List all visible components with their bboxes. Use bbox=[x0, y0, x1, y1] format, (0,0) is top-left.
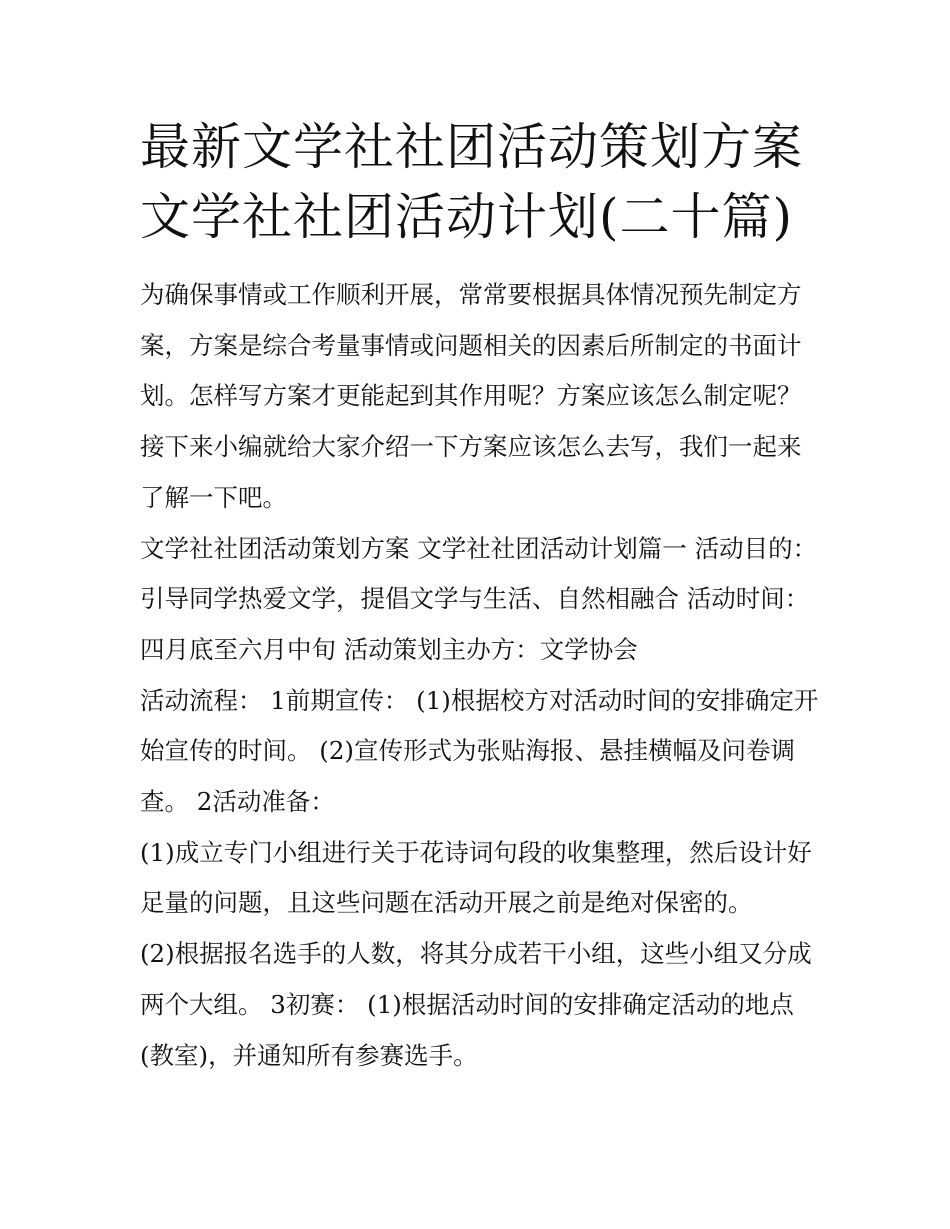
paragraph-intro: 为确保事情或工作顺利开展，常常要根据具体情况预先制定方案，方案是综合考量事情或问题相关的因素后所制定的书面计划。怎样写方案才更能起到其作用呢？方案应该怎么制定呢？接下来小编就给大家介绍一下方案应该怎么去写，我们一起来了解一下吧。 bbox=[140, 280, 802, 512]
paragraph-process: 活动流程： 1前期宣传： (1)根据校方对活动时间的安排确定开始宣传的时间。 (2)宣传形式为张贴海报、悬挂横幅及问卷调查。 2活动准备： bbox=[140, 685, 819, 817]
title-line-1: 最新文学社社团活动策划方案 bbox=[140, 118, 803, 176]
paragraph-preparation-2: (2)根据报名选手的人数，将其分成若干小组，这些小组又分成两个大组。 3初赛： (1)根据活动时间的安排确定活动的地点(教室)，并通知所有参赛选手。 bbox=[140, 939, 812, 1070]
paragraph-preparation-1: (1)成立专门小组进行关于花诗词句段的收集整理，然后设计好足量的问题，且这些问题在活动开展之前是绝对保密的。 bbox=[140, 837, 812, 918]
paragraph-purpose: 文学社社团活动策划方案 文学社社团活动计划篇一 活动目的：引导同学热爱文学，提倡文学与生活、自然相融合 活动时间：四月底至六月中旬 活动策划主办方：文学协会 bbox=[140, 533, 818, 664]
document-page bbox=[140, 112, 820, 1081]
title-line-2: 文学社社团活动计划(二十篇) bbox=[140, 188, 794, 246]
document-title bbox=[140, 112, 820, 252]
document-body bbox=[140, 270, 820, 1081]
